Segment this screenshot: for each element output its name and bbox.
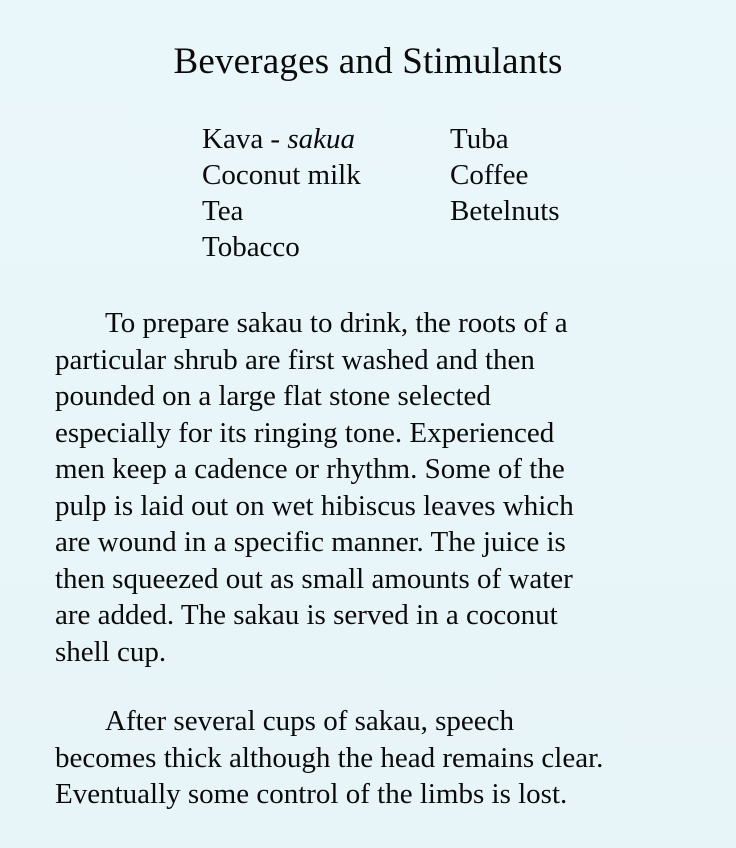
- list-item-tea: Tea: [202, 195, 244, 227]
- paragraph-sakau-effects: [55, 703, 725, 813]
- list-item-coffee: Coffee: [450, 159, 529, 191]
- kava-label: Kava -: [202, 123, 288, 155]
- list-item-tobacco: Tobacco: [202, 231, 300, 263]
- list-item-kava: [202, 121, 450, 157]
- paragraph-sakau-preparation: [55, 305, 725, 670]
- paragraph-line: especially for its ringing tone. Experienced: [55, 416, 555, 449]
- paragraph-line: After several cups of sakau, speech: [105, 705, 515, 737]
- paragraph-line: To prepare sakau to drink, the roots of a: [105, 307, 568, 339]
- paragraph-line: Eventually some control of the limbs is lost.: [55, 778, 568, 810]
- paragraph-line: pounded on a large flat stone selected: [55, 380, 491, 412]
- paragraph-line: are added. The sakau is served in a coconut: [55, 599, 558, 631]
- beverage-list: [202, 121, 610, 265]
- paragraph-line: pulp is laid out on wet hibiscus leaves which: [55, 489, 574, 522]
- paragraph-line: then squeezed out as small amounts of water: [55, 562, 573, 595]
- list-item-betelnuts: Betelnuts: [450, 195, 560, 227]
- list-item-coconut-milk: Coconut milk: [202, 159, 361, 191]
- list-item-tuba: Tuba: [450, 123, 509, 155]
- paragraph-line: becomes thick although the head remains clear.: [55, 741, 604, 774]
- page-title: Beverages and Stimulants: [173, 41, 563, 82]
- paragraph-line: shell cup.: [55, 635, 167, 668]
- kava-local-name: sakua: [287, 123, 356, 155]
- paragraph-line: are wound in a specific manner. The juice is: [55, 526, 566, 558]
- paragraph-line: men keep a cadence or rhythm. Some of the: [55, 453, 565, 485]
- paragraph-line: particular shrub are first washed and then: [55, 343, 535, 376]
